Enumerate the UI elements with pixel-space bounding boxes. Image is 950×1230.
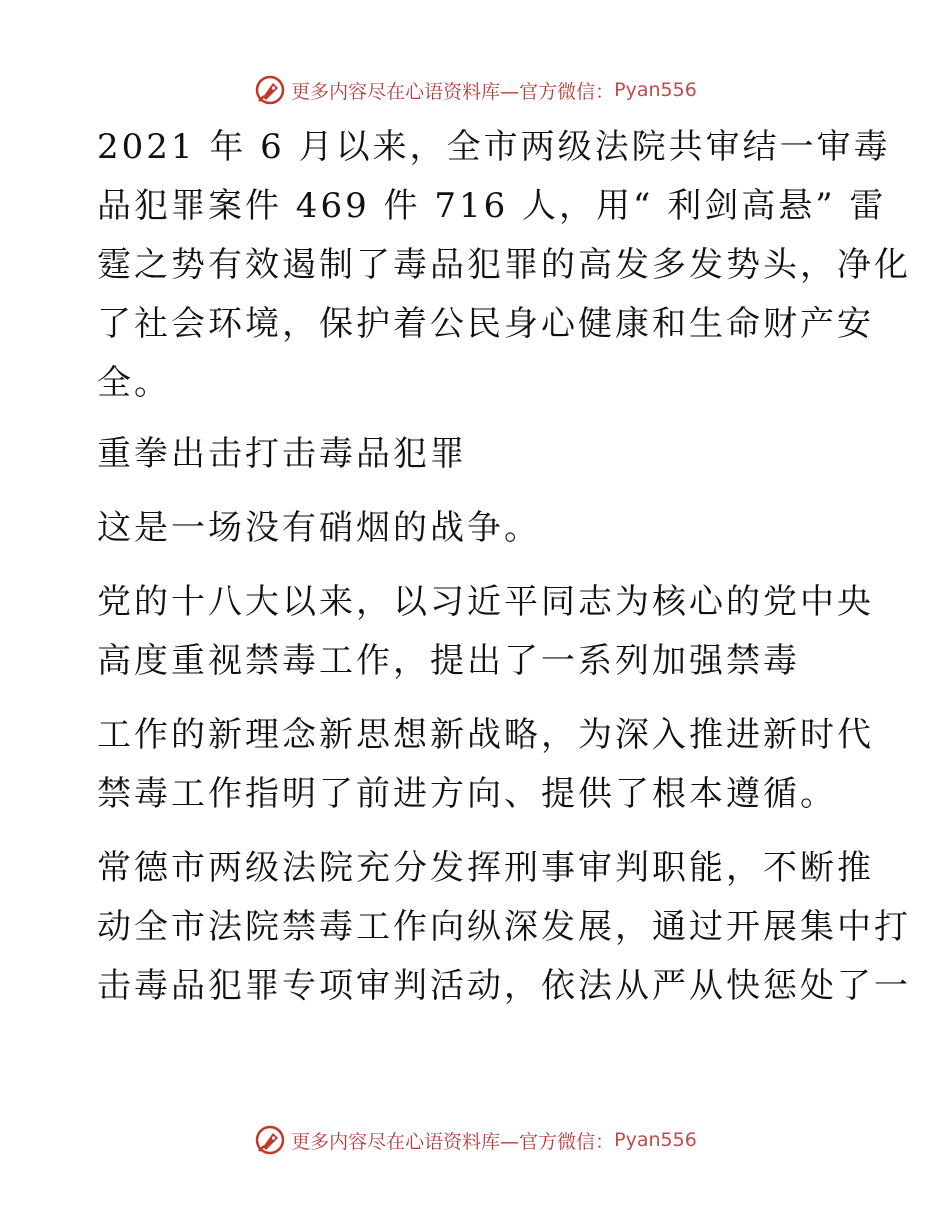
text-line: 党的十八大以来，以习近平同志为核心的党中央 <box>97 582 874 622</box>
text-line: 品犯罪案件 469 件 716 人，用“ 利剑高悬” 雷 <box>97 186 887 226</box>
watermark-wechat-id: Pyan556 <box>614 1129 697 1151</box>
paragraph-4 <box>97 573 874 691</box>
text-line: 2021 年 6 月以来，全市两级法院共审结一审毒 <box>97 127 891 167</box>
watermark-wechat-id: Pyan556 <box>614 79 697 101</box>
watermark-text: 更多内容尽在心语资料库—官方微信： <box>291 80 615 103</box>
text-line: 高度重视禁毒工作，提出了一系列加强禁毒 <box>97 641 800 681</box>
text-line: 击毒品犯罪专项审判活动，依法从严从快惩处了一 <box>97 966 911 1006</box>
footer-watermark <box>0 1120 950 1160</box>
text-line: 常德市两级法院充分发挥刑事审判职能，不断推 <box>97 848 874 888</box>
text-line: 这是一场没有硝烟的战争。 <box>97 508 541 548</box>
section-heading <box>97 425 857 484</box>
text-line: 霆之势有效遏制了毒品犯罪的高发多发势头，净化 <box>97 245 911 285</box>
header-watermark <box>0 70 950 110</box>
paragraph-3 <box>97 499 857 558</box>
pen-nib-logo-icon <box>253 73 287 107</box>
text-line: 动全市法院禁毒工作向纵深发展，通过开展集中打 <box>97 907 911 947</box>
paragraph-1 <box>97 118 911 413</box>
text-line: 禁毒工作指明了前进方向、提供了根本遵循。 <box>97 774 837 814</box>
pen-nib-logo-icon <box>253 1123 287 1157</box>
text-line: 重拳出击打击毒品犯罪 <box>97 434 467 474</box>
watermark-text: 更多内容尽在心语资料库—官方微信： <box>291 1130 615 1153</box>
text-line: 全。 <box>97 363 171 403</box>
text-line: 了社会环境，保护着公民身心健康和生命财产安 <box>97 304 874 344</box>
text-line: 工作的新理念新思想新战略，为深入推进新时代 <box>97 715 874 755</box>
paragraph-6 <box>97 839 911 1016</box>
paragraph-5 <box>97 706 874 824</box>
